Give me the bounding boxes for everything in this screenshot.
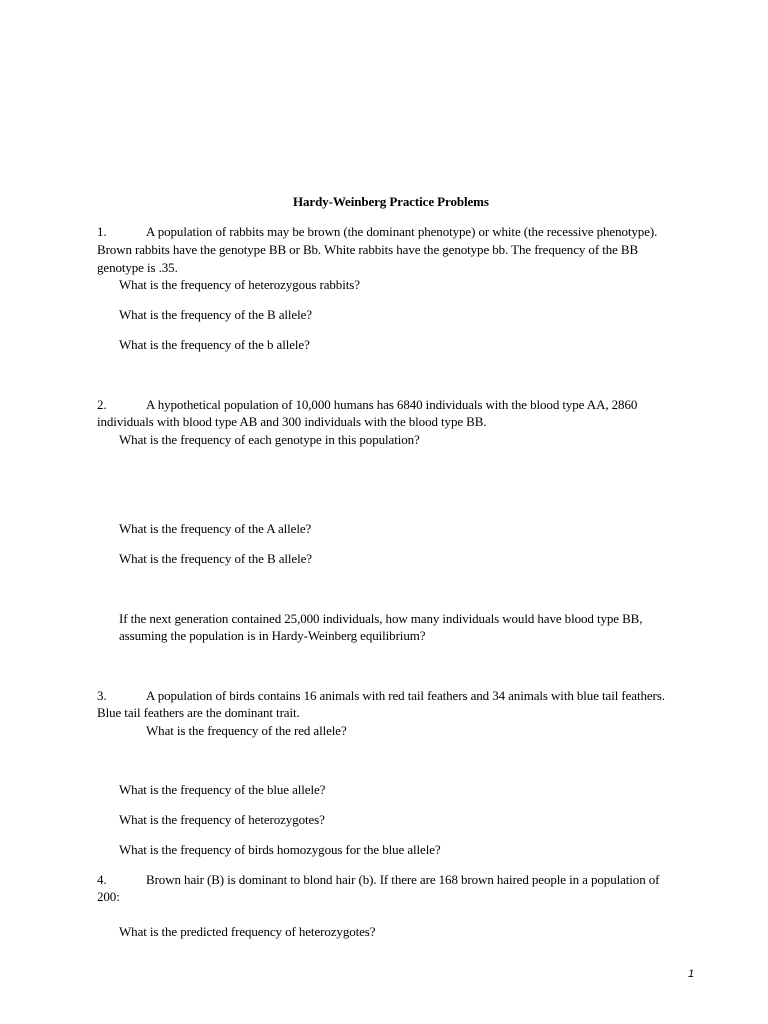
problem-1-question-2: What is the frequency of the B allele?	[119, 307, 312, 322]
problem-1-question-3: What is the frequency of the b allele?	[119, 337, 310, 352]
problem-4-text-line-2: 200:	[97, 889, 120, 904]
problem-3-text-line-2: Blue tail feathers are the dominant trait.	[97, 705, 300, 720]
problem-4-number: 4.	[97, 872, 107, 887]
problem-3-question-4: What is the frequency of birds homozygous for the blue allele?	[119, 842, 441, 857]
problem-2-text-line-1: A hypothetical population of 10,000 humans has 6840 individuals with the blood type AA, 2860	[146, 397, 638, 412]
problem-3-question-1: What is the frequency of the red allele?	[146, 723, 347, 738]
problem-1-text-line-3: genotype is .35.	[97, 260, 178, 275]
problem-4-text-line-1: Brown hair (B) is dominant to blond hair (b). If there are 168 brown haired people in a population of	[146, 872, 660, 887]
problem-1-text-line-2: Brown rabbits have the genotype BB or Bb. White rabbits have the genotype bb. The frequency of the BB	[97, 242, 639, 257]
problem-4-question-1: What is the predicted frequency of heterozygotes?	[119, 924, 376, 939]
problem-2-question-2: What is the frequency of the A allele?	[119, 521, 312, 536]
page-number: 1	[688, 968, 695, 980]
problem-3-question-3: What is the frequency of heterozygotes?	[119, 812, 325, 827]
problem-2-question-4-line-2: assuming the population is in Hardy-Weinberg equilibrium?	[119, 628, 426, 643]
problem-3-number: 3.	[97, 688, 107, 703]
problem-3-question-2: What is the frequency of the blue allele?	[119, 782, 326, 797]
page-title: Hardy-Weinberg Practice Problems	[293, 194, 489, 209]
problem-2-number: 2.	[97, 397, 107, 412]
problem-2-question-4-line-1: If the next generation contained 25,000 individuals, how many individuals would have blood type BB,	[119, 611, 643, 626]
problem-1-question-1: What is the frequency of heterozygous rabbits?	[119, 277, 360, 292]
problem-1-text-line-1: A population of rabbits may be brown (the dominant phenotype) or white (the recessive phenotype).	[146, 224, 658, 239]
problem-2-text-line-2: individuals with blood type AB and 300 individuals with the blood type BB.	[97, 414, 487, 429]
problem-2-question-3: What is the frequency of the B allele?	[119, 551, 312, 566]
problem-1-number: 1.	[97, 224, 107, 239]
problem-2-question-1: What is the frequency of each genotype in this population?	[119, 432, 420, 447]
problem-3-text-line-1: A population of birds contains 16 animals with red tail feathers and 34 animals with blue tail feathers.	[146, 688, 665, 703]
